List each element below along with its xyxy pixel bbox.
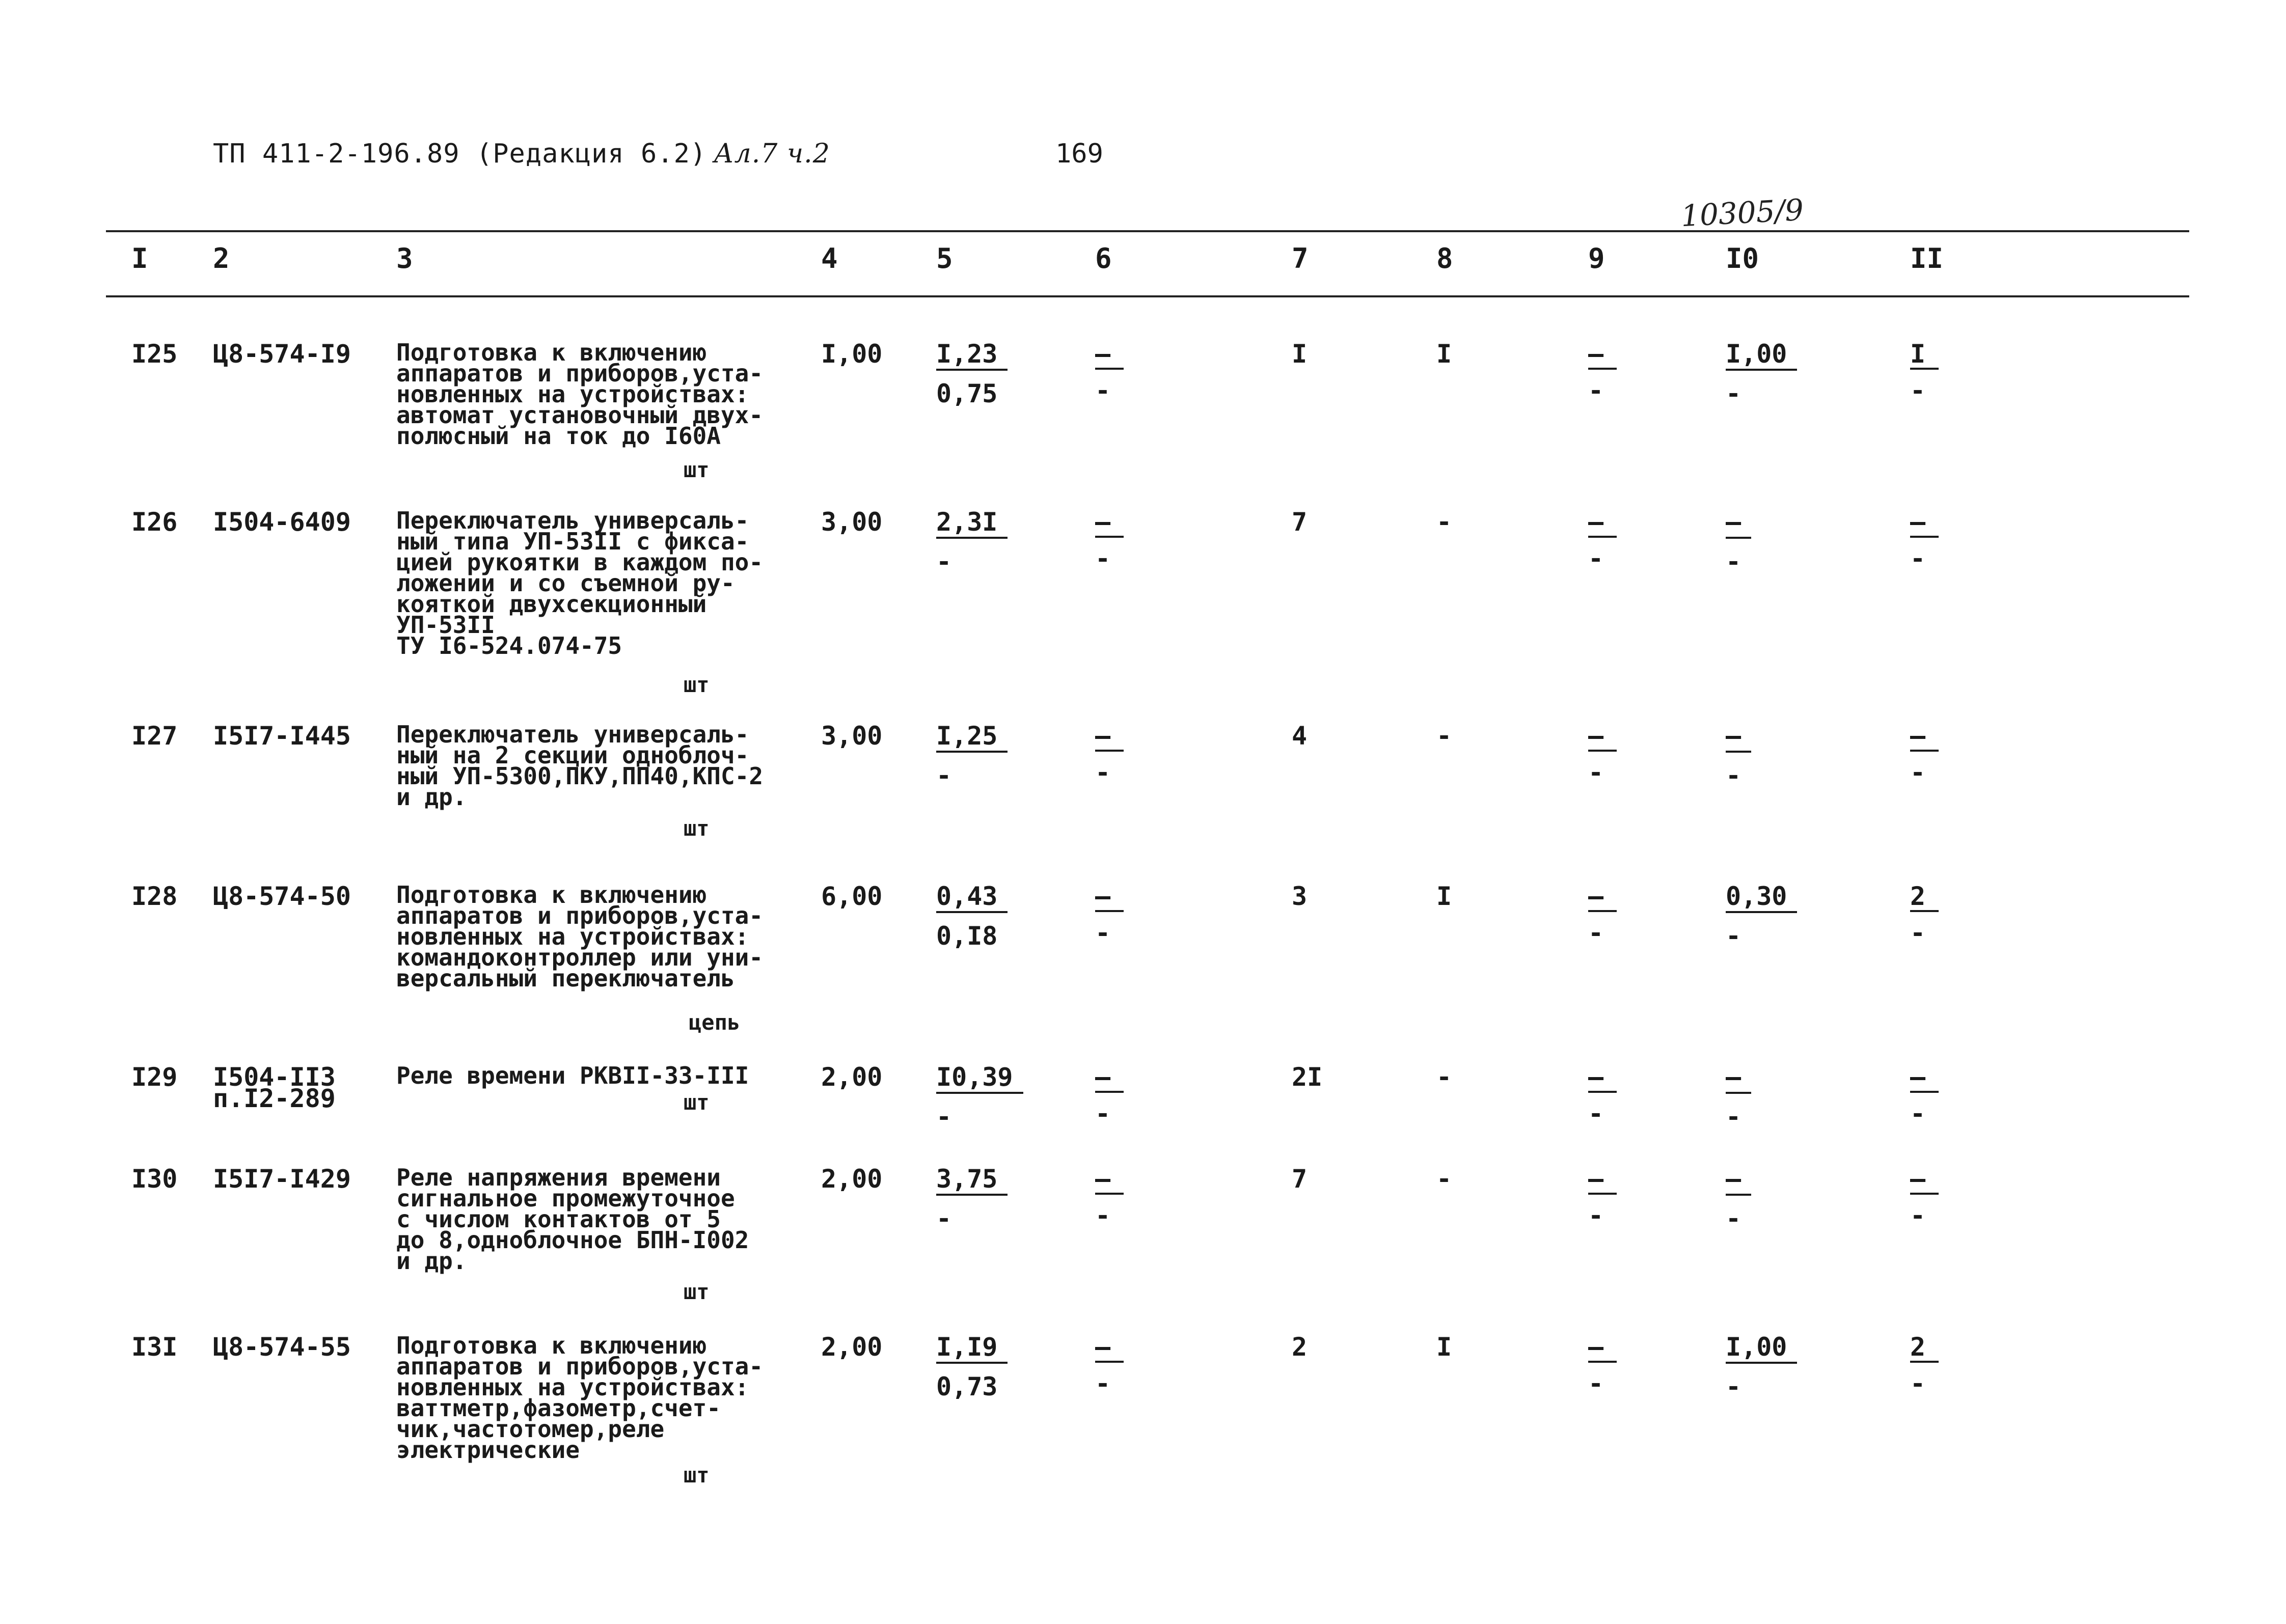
col6-value-denominator: - [1095, 918, 1111, 948]
row-number: I30 [131, 1164, 178, 1194]
col10-value-numerator: I,00 [1726, 1334, 1797, 1364]
norm-code: I504-II3 [213, 1062, 336, 1092]
col11-value-denominator: - [1910, 758, 1926, 787]
col6-value-numerator: – [1095, 1334, 1124, 1363]
col11-value [1910, 1064, 1946, 1126]
unit-of-measure: шт [684, 672, 710, 697]
archive-number: 10305/9 [1680, 192, 1805, 234]
column-header-10: I0 [1726, 242, 1759, 274]
unit-of-measure: шт [684, 457, 710, 482]
col7-value: I [1292, 339, 1308, 369]
table-header-rule [106, 295, 2189, 297]
col11-value [1910, 1334, 1946, 1396]
column-header-5: 5 [936, 242, 953, 274]
col5-value-numerator: I,23 [936, 341, 1008, 371]
col9-value-denominator: - [1588, 918, 1604, 948]
col10-value-numerator: – [1726, 723, 1751, 753]
col11-value [1910, 509, 1946, 571]
col6-value-denominator: - [1095, 544, 1111, 573]
col10-value-denominator: - [1726, 1102, 1741, 1132]
col9-value-denominator: - [1588, 1369, 1604, 1398]
unit-of-measure: шт [684, 816, 710, 841]
col6-value [1095, 723, 1131, 785]
col10-value-denominator: - [1726, 379, 1741, 408]
col8-value: - [1436, 1164, 1452, 1194]
quantity: 2,00 [821, 1332, 883, 1362]
col8-value: - [1436, 1062, 1452, 1092]
col11-value-numerator: – [1910, 1166, 1939, 1195]
col6-value [1095, 509, 1131, 571]
col9-value [1588, 1334, 1624, 1396]
col5-value-denominator: 0,I8 [936, 921, 998, 951]
col6-value-numerator: – [1095, 723, 1124, 752]
col6-value [1095, 341, 1131, 403]
norm-code: Ц8-574-50 [213, 882, 351, 911]
col5-value-numerator: 2,3I [936, 509, 1008, 539]
col9-value-numerator: – [1588, 723, 1617, 752]
col5-value-denominator: - [936, 761, 952, 790]
col7-value: 7 [1292, 507, 1308, 537]
col10-value [1726, 1334, 1822, 1399]
norm-code: Ц8-574-I9 [213, 339, 351, 369]
column-header-6: 6 [1095, 242, 1112, 274]
col6-value-denominator: - [1095, 1099, 1111, 1128]
col10-value-numerator: 0,30 [1726, 884, 1797, 913]
row-number: I29 [131, 1062, 178, 1092]
col9-value-numerator: – [1588, 1334, 1617, 1363]
col8-value: - [1436, 721, 1452, 751]
quantity: 2,00 [821, 1062, 883, 1092]
col10-value [1726, 1064, 1822, 1130]
col10-value-denominator: - [1726, 921, 1741, 951]
col7-value: 2 [1292, 1332, 1308, 1362]
col5-value-denominator: - [936, 1204, 952, 1233]
col9-value-denominator: - [1588, 1201, 1604, 1230]
row-number: I27 [131, 721, 178, 751]
col9-value-denominator: - [1588, 544, 1604, 573]
row-number: I25 [131, 339, 178, 369]
col11-value-numerator: – [1910, 509, 1939, 538]
col5-value-numerator: I0,39 [936, 1064, 1023, 1094]
col9-value-numerator: – [1588, 509, 1617, 538]
col10-value-denominator: - [1726, 1204, 1741, 1233]
unit-of-measure: шт [684, 1279, 710, 1304]
col10-value-denominator: - [1726, 1372, 1741, 1401]
col11-value [1910, 723, 1946, 785]
col6-value [1095, 1334, 1131, 1396]
col9-value-numerator: – [1588, 341, 1617, 370]
norm-code: I5I7-I445 [213, 721, 351, 751]
col5-value [936, 509, 1033, 574]
column-header-9: 9 [1588, 242, 1605, 274]
quantity: 2,00 [821, 1164, 883, 1194]
col9-value-denominator: - [1588, 758, 1604, 787]
col5-value [936, 1166, 1033, 1231]
work-description: Подготовка к включению аппаратов и приборов,уста- новленных на устройствах: ваттметр,фазометр,счет- чик,частотомер,реле электрические [396, 1332, 764, 1464]
col11-value [1910, 341, 1946, 403]
col5-value-denominator: 0,75 [936, 379, 998, 408]
col11-value-denominator: - [1910, 1201, 1926, 1230]
col9-value [1588, 884, 1624, 946]
col9-value [1588, 509, 1624, 571]
column-header-4: 4 [821, 242, 838, 274]
col9-value-denominator: - [1588, 376, 1604, 405]
col6-value-denominator: - [1095, 758, 1111, 787]
col6-value-denominator: - [1095, 1369, 1111, 1398]
work-description: Реле времени РКВII-33-III [396, 1062, 749, 1089]
row-number: I3I [131, 1332, 178, 1362]
table-top-rule [106, 230, 2189, 232]
col9-value [1588, 1166, 1624, 1228]
col8-value: I [1436, 882, 1452, 911]
col6-value [1095, 1064, 1131, 1126]
col11-value-denominator: - [1910, 1099, 1926, 1128]
column-header-11: II [1910, 242, 1944, 274]
work-description: Переключатель универсаль- ный на 2 секции одноблоч- ный УП-5300,ПКУ,ПП40,КПС-2 и др. [396, 721, 764, 811]
col6-value-numerator: – [1095, 341, 1124, 370]
col9-value [1588, 341, 1624, 403]
col9-value [1588, 1064, 1624, 1126]
col5-value [936, 1334, 1033, 1399]
col7-value: 2I [1292, 1062, 1323, 1092]
norm-code-clause: п.I2-289 [213, 1084, 336, 1113]
col11-value-numerator: 2 [1910, 884, 1939, 912]
col8-value: I [1436, 1332, 1452, 1362]
col6-value-numerator: – [1095, 1166, 1124, 1195]
col10-value [1726, 341, 1822, 406]
col6-value-numerator: – [1095, 1064, 1124, 1093]
norm-code: I5I7-I429 [213, 1164, 351, 1194]
doc-ref-text: ТП 411-2-196.89 (Редакция 6.2) [213, 139, 707, 169]
col10-value [1726, 884, 1822, 949]
column-header-3: 3 [396, 242, 413, 274]
col11-value [1910, 884, 1946, 946]
work-description: Реле напряжения времени сигнальное промежуточное с числом контактов от 5 до 8,одноблочное БПН-I002 и др. [396, 1164, 749, 1275]
col10-value-denominator: - [1726, 761, 1741, 790]
col5-value [936, 341, 1033, 406]
col10-value-numerator: I,00 [1726, 341, 1797, 371]
col11-value-denominator: - [1910, 918, 1926, 948]
col5-value [936, 1064, 1033, 1130]
col9-value-numerator: – [1588, 1166, 1617, 1195]
document-reference [213, 139, 830, 169]
column-header-1: I [131, 242, 148, 274]
norm-code: Ц8-574-55 [213, 1332, 351, 1362]
quantity: 3,00 [821, 507, 883, 537]
handwritten-ref: Ал.7 ч.2 [714, 139, 830, 169]
col9-value-denominator: - [1588, 1099, 1604, 1128]
col8-value: - [1436, 507, 1452, 537]
quantity: I,00 [821, 339, 883, 369]
col5-value [936, 723, 1033, 788]
col9-value-numerator: – [1588, 1064, 1617, 1093]
col7-value: 7 [1292, 1164, 1308, 1194]
column-header-2: 2 [213, 242, 230, 274]
col5-value-numerator: I,I9 [936, 1334, 1008, 1364]
col5-value-denominator: - [936, 1102, 952, 1132]
col11-value-numerator: – [1910, 1064, 1939, 1093]
unit-of-measure: цепь [689, 1010, 741, 1035]
row-number: I28 [131, 882, 178, 911]
col10-value-numerator: – [1726, 1166, 1751, 1196]
col6-value-numerator: – [1095, 884, 1124, 912]
col10-value-denominator: - [1726, 547, 1741, 576]
col5-value-numerator: 3,75 [936, 1166, 1008, 1196]
col7-value: 3 [1292, 882, 1308, 911]
quantity: 6,00 [821, 882, 883, 911]
quantity: 3,00 [821, 721, 883, 751]
norm-code: I504-6409 [213, 507, 351, 537]
col10-value [1726, 723, 1822, 788]
col10-value [1726, 1166, 1822, 1231]
col10-value-numerator: – [1726, 1064, 1751, 1094]
col6-value-numerator: – [1095, 509, 1124, 538]
col5-value [936, 884, 1033, 949]
col6-value [1095, 1166, 1131, 1228]
work-description: Переключатель универсаль- ный типа УП-53II с фикса- цией рукоятки в каждом по- ложении и со съемной ру- кояткой двухсекционный УП-53II ТУ I6-524.074-75 [396, 507, 764, 659]
col5-value-denominator: 0,73 [936, 1372, 998, 1401]
col6-value-denominator: - [1095, 376, 1111, 405]
col11-value-numerator: – [1910, 723, 1939, 752]
col5-value-numerator: 0,43 [936, 884, 1008, 913]
col5-value-denominator: - [936, 547, 952, 576]
col11-value-denominator: - [1910, 544, 1926, 573]
col5-value-numerator: I,25 [936, 723, 1008, 753]
col9-value-numerator: – [1588, 884, 1617, 912]
row-number: I26 [131, 507, 178, 537]
page-number: 169 [1055, 139, 1103, 169]
col11-value-numerator: I [1910, 341, 1939, 370]
col11-value [1910, 1166, 1946, 1228]
work-description: Подготовка к включению аппаратов и приборов,уста- новленных на устройствах: автомат установочный двух- полюсный на ток до I60A [396, 339, 764, 450]
col11-value-denominator: - [1910, 376, 1926, 405]
unit-of-measure: шт [684, 1463, 710, 1488]
col8-value: I [1436, 339, 1452, 369]
column-header-8: 8 [1436, 242, 1453, 274]
col9-value [1588, 723, 1624, 785]
col10-value-numerator: – [1726, 509, 1751, 539]
col6-value [1095, 884, 1131, 946]
column-header-7: 7 [1292, 242, 1309, 274]
work-description: Подготовка к включению аппаратов и приборов,уста- новленных на устройствах: командоконтроллер или уни- версальный переключатель [396, 881, 764, 992]
col11-value-numerator: 2 [1910, 1334, 1939, 1363]
col10-value [1726, 509, 1822, 574]
col11-value-denominator: - [1910, 1369, 1926, 1398]
col6-value-denominator: - [1095, 1201, 1111, 1230]
unit-of-measure: шт [684, 1090, 710, 1115]
col7-value: 4 [1292, 721, 1308, 751]
